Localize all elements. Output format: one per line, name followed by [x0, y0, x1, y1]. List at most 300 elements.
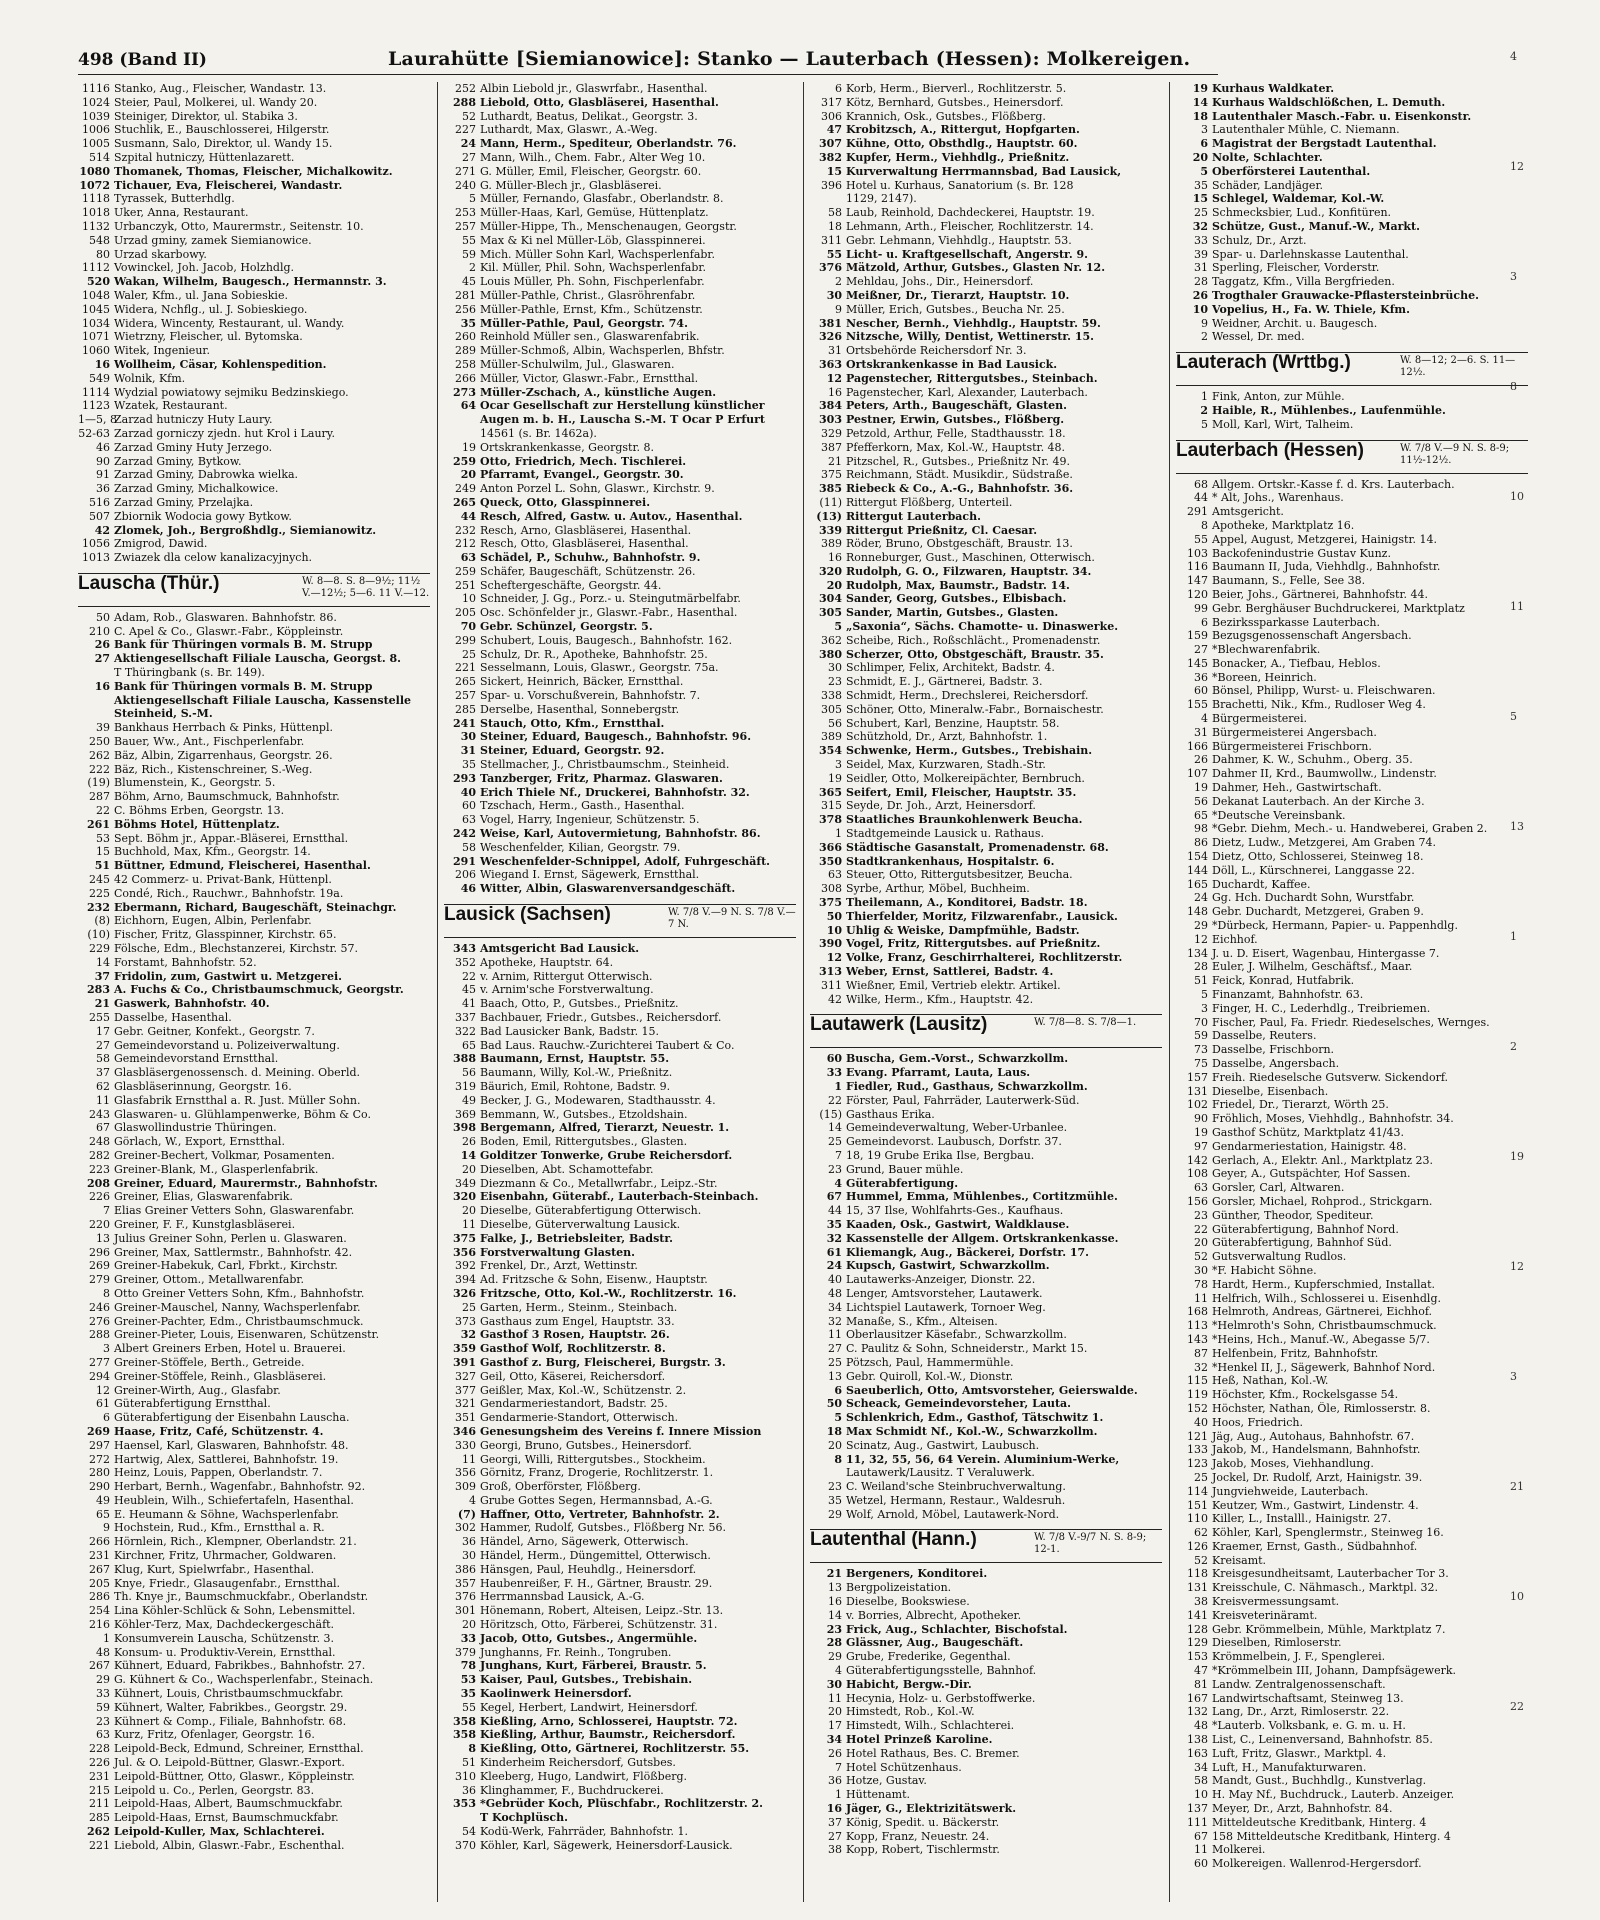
- phone-number: 151: [1187, 1498, 1208, 1512]
- phone-number: 21: [826, 1567, 842, 1581]
- phone-number: 35: [1194, 178, 1208, 192]
- listing-text: Feick, Konrad, Hutfabrik.: [1212, 974, 1355, 988]
- listing-entry: [444, 592, 796, 606]
- listing-entry: [78, 983, 430, 997]
- phone-number: 16: [828, 551, 842, 565]
- phone-number: 1118: [82, 192, 110, 206]
- phone-number: 205: [89, 1576, 110, 1590]
- listing-text: Luft, Fritz, Glaswr., Marktpl. 4.: [1212, 1746, 1387, 1760]
- phone-number: 25: [462, 647, 476, 661]
- phone-number: 378: [819, 813, 842, 827]
- listing-entry: [78, 1646, 430, 1660]
- listing-text: Kraemer, Ernst, Gasth., Südbahnhof.: [1212, 1539, 1418, 1553]
- listing-entry: [1176, 616, 1528, 630]
- listing-entry: [444, 1618, 796, 1632]
- phone-number: 22: [462, 969, 476, 983]
- listing-entry: [810, 1636, 1162, 1650]
- phone-number: 354: [819, 744, 842, 758]
- listing-text: H. May Nf., Buchdruck., Lauterb. Anzeiger.: [1212, 1788, 1455, 1802]
- listing-text: Rittergut Flößberg, Unterteil.: [846, 495, 1013, 509]
- listing-text: Gemeindeverwaltung, Weber-Urbanlee.: [846, 1121, 1068, 1135]
- phone-number: 97: [1194, 1139, 1208, 1153]
- phone-number: 15: [826, 164, 842, 178]
- listing-text: Moll, Karl, Wirt, Talheim.: [1212, 417, 1354, 431]
- listing-text: Haffner, Otto, Vertreter, Bahnhofstr. 2.: [480, 1507, 720, 1521]
- listing-text: Kinderheim Reichersdorf, Gutsbes.: [480, 1756, 676, 1770]
- listing-entry: [1176, 179, 1528, 193]
- listing-entry: [1176, 1154, 1528, 1168]
- phone-number: 44: [1194, 491, 1208, 505]
- phone-number: 396: [821, 178, 842, 192]
- edge-fragment: 3: [1510, 1370, 1517, 1383]
- listing-entry: [810, 1287, 1162, 1301]
- phone-number: 81: [1194, 1677, 1208, 1691]
- listing-text: Höchster, Kfm., Rockelsgasse 54.: [1212, 1388, 1399, 1402]
- listing-entry: [1176, 289, 1528, 303]
- listing-text: Anton Porzel L. Sohn, Glaswr., Kirchstr. 9.: [480, 482, 715, 496]
- phone-number: 131: [1187, 1084, 1208, 1098]
- listing-text: Appel, August, Metzgerei, Hainigstr. 14.: [1212, 532, 1437, 546]
- listing-text: Junghanns, Fr. Reinh., Tongruben.: [480, 1645, 672, 1659]
- phone-number: 8: [834, 1452, 842, 1466]
- listing-entry: [1176, 781, 1528, 795]
- listing-entry: [78, 192, 430, 206]
- listing-entry: [1176, 1236, 1528, 1250]
- phone-number: 26: [1194, 753, 1208, 767]
- phone-number: 58: [1194, 1774, 1208, 1788]
- phone-number: 389: [821, 730, 842, 744]
- listing-entry: [444, 1080, 796, 1094]
- listing-text: Glässner, Aug., Baugeschäft.: [846, 1636, 1024, 1650]
- listing-entry: [78, 496, 430, 510]
- listing-entry: [810, 1204, 1162, 1218]
- listing-text: Kießling, Arthur, Baumstr., Reichersdorf.: [480, 1728, 736, 1742]
- listing-entry: [444, 661, 796, 675]
- phone-number: 291: [453, 854, 476, 868]
- listing-entry: [78, 413, 430, 427]
- listing-entry: [444, 1135, 796, 1149]
- listing-entry: [1176, 1609, 1528, 1623]
- listing-entry: [1176, 1140, 1528, 1154]
- phone-number: 276: [89, 1314, 110, 1328]
- listing-text: Gorsler, Carl, Altwaren.: [1212, 1181, 1345, 1195]
- phone-number: 16: [94, 679, 110, 693]
- listing-text: Gebr. Schünzel, Georgstr. 5.: [480, 620, 653, 634]
- phone-number: 40: [460, 785, 476, 799]
- listing-entry: [444, 482, 796, 496]
- phone-number: 60: [1194, 684, 1208, 698]
- phone-number: 128: [1187, 1622, 1208, 1636]
- listing-entry: [78, 1728, 430, 1742]
- listing-text: Kil. Müller, Phil. Sohn, Wachsperlenfabr.: [480, 261, 706, 275]
- listing-entry: [444, 468, 796, 482]
- phone-number: 242: [453, 827, 476, 841]
- listing-entry: [78, 537, 430, 551]
- listing-entry: [78, 1439, 430, 1453]
- listing-entry: [810, 592, 1162, 606]
- listing-entry: [78, 845, 430, 859]
- listing-entry: [1176, 1512, 1528, 1526]
- listing-text: Dieselbe, Güterverwaltung Lausick.: [480, 1217, 681, 1231]
- listing-entry: [810, 827, 1162, 841]
- phone-number: 352: [455, 955, 476, 969]
- listing-text: Förster, Paul, Fahrräder, Lauterwerk-Süd.: [846, 1093, 1080, 1107]
- listing-text: Taggatz, Kfm., Villa Bergfrieden.: [1212, 275, 1395, 289]
- phone-number: 39: [1194, 247, 1208, 261]
- listing-text: Schlenkrich, Edm., Gasthof, Tätschwitz 1.: [846, 1411, 1104, 1425]
- phone-number: 20: [828, 1438, 842, 1452]
- listing-text: Steuer, Otto, Rittergutsbesitzer, Beucha.: [846, 868, 1073, 882]
- listing-text: Fölsche, Edm., Blechstanzerei, Kirchstr. 57.: [114, 942, 359, 956]
- phone-number: 10: [1194, 1788, 1208, 1802]
- listing-entry: [444, 1411, 796, 1425]
- listing-text: Güterabfertigung, Bahnhof Süd.: [1212, 1236, 1392, 1250]
- listing-entry: [78, 1453, 430, 1467]
- listing-text: Gasthof z. Burg, Fleischerei, Burgstr. 3.: [480, 1355, 726, 1369]
- phone-number: 311: [821, 233, 842, 247]
- phone-number: 108: [1187, 1167, 1208, 1181]
- phone-number: 103: [1187, 546, 1208, 560]
- listing-text: Freih. Riedeselsche Gutsverw. Sickendorf.: [1212, 1070, 1449, 1084]
- edge-fragment: 4: [1510, 50, 1517, 63]
- listing-text: Jakob, M., Handelsmann, Bahnhofstr.: [1212, 1443, 1421, 1457]
- column-1: [78, 82, 430, 1902]
- phone-number: 42: [828, 992, 842, 1006]
- listing-entry: [444, 206, 796, 220]
- listing-text: Baumann II, Juda, Viehhdlg., Bahnhofstr.: [1212, 560, 1441, 574]
- listing-text: Knye, Friedr., Glasaugenfabr., Ernstthal.: [114, 1576, 341, 1590]
- listing-entry: [1176, 519, 1528, 533]
- phone-number: 392: [455, 1259, 476, 1273]
- phone-number: 14: [460, 1148, 476, 1162]
- listing-text: Reichmann, Städt. Musikdir., Südstraße.: [846, 468, 1073, 482]
- phone-number: 254: [89, 1604, 110, 1618]
- listing-text: Amtsgericht Bad Lausick.: [480, 942, 640, 956]
- listing-text: Liebold, Albin, Glaswr.-Fabr., Eschenthal.: [114, 1838, 345, 1852]
- phone-number: 119: [1187, 1388, 1208, 1402]
- listing-text: Bank für Thüringen vormals B. M. Strupp: [114, 638, 373, 652]
- listing-text: Pfarramt, Evangel., Georgstr. 30.: [480, 468, 684, 482]
- listing-entry: [1176, 1471, 1528, 1485]
- listing-entry: [810, 579, 1162, 593]
- phone-number: 305: [821, 702, 842, 716]
- phone-number: 73: [1194, 1043, 1208, 1057]
- listing-text: Schädel, P., Schuhw., Bahnhofstr. 9.: [480, 551, 701, 565]
- listing-text: Mandt, Gust., Buchhdlg., Kunstverlag.: [1212, 1774, 1427, 1788]
- listing-text: Kreisgesundheitsamt, Lauterbacher Tor 3.: [1212, 1567, 1449, 1581]
- listing-text: Albin Liebold jr., Glaswrfabr., Hasenthal.: [480, 82, 708, 95]
- listing-entry: [444, 1480, 796, 1494]
- listing-text: Görnitz, Franz, Drogerie, Rochlitzerstr. 1.: [480, 1466, 714, 1480]
- listing-entry: [810, 261, 1162, 275]
- listing-entry: [444, 1673, 796, 1687]
- listing-entry: [810, 1384, 1162, 1398]
- listing-text: Kreisveterinäramt.: [1212, 1608, 1318, 1622]
- listing-entry: [444, 1301, 796, 1315]
- phone-number: 4: [1201, 712, 1208, 726]
- listing-text: Max & Ki nel Müller-Löb, Glasspinnerei.: [480, 233, 706, 247]
- listing-text: Habicht, Bergw.-Dir.: [846, 1677, 972, 1691]
- listing-text: Lang, Dr., Arzt, Rimloserstr. 22.: [1212, 1705, 1390, 1719]
- phone-number: 376: [819, 261, 842, 275]
- phone-number: 25: [828, 1135, 842, 1149]
- phone-number: 22: [96, 804, 110, 818]
- phone-number: 38: [828, 1843, 842, 1857]
- listing-text: Hotel u. Kurhaus, Sanatorium (s. Br. 128: [846, 178, 1074, 192]
- phone-number: 34: [826, 1733, 842, 1747]
- listing-entry: [1176, 671, 1528, 685]
- listing-entry: [810, 330, 1162, 344]
- phone-number: 252: [455, 82, 476, 95]
- edge-fragment: 10: [1510, 1590, 1524, 1603]
- listing-entry: [444, 317, 796, 331]
- listing-text: Zarzad Gminy, Bytkow.: [114, 454, 242, 468]
- phone-number: 249: [455, 482, 476, 496]
- listing-text: Spar- u. Vorschußverein, Bahnhofstr. 7.: [480, 689, 701, 703]
- listing-entry: [810, 648, 1162, 662]
- listing-text: Th. Knye jr., Baumschmuckfabr., Oberlandstr.: [114, 1590, 369, 1604]
- phone-number: 306: [821, 109, 842, 123]
- listing-entry: [444, 942, 796, 956]
- listing-entry: [810, 1581, 1162, 1595]
- listing-text: Bäz, Albin, Zigarrenhaus, Georgstr. 26.: [114, 748, 333, 762]
- phone-number: 309: [455, 1480, 476, 1494]
- listing-text: Krömmelbein, J. F., Spenglerei.: [1212, 1650, 1386, 1664]
- listing-text: Baumann, Willy, Kol.-W., Prießnitz.: [480, 1066, 673, 1080]
- listing-text: Wilke, Herm., Kfm., Hauptstr. 42.: [846, 992, 1034, 1006]
- listing-text: Witek, Ingenieur.: [114, 344, 210, 358]
- listing-text: Grube, Frederike, Gegenthal.: [846, 1650, 1011, 1664]
- listing-text: Kupfer, Herm., Viehhdlg., Prießnitz.: [846, 150, 1070, 164]
- phone-number: 61: [96, 1397, 110, 1411]
- phone-number: 2: [835, 275, 842, 289]
- listing-text: Widera, Wincenty, Restaurant, ul. Wandy.: [114, 316, 345, 330]
- listing-text: Pfefferkorn, Max, Kol.-W., Hauptstr. 48.: [846, 440, 1066, 454]
- phone-number: 35: [828, 1493, 842, 1507]
- phone-number: 20: [462, 1204, 476, 1218]
- listing-entry: [444, 579, 796, 593]
- listing-entry: [444, 179, 796, 193]
- listing-entry: [810, 565, 1162, 579]
- phone-number: 28: [1194, 275, 1208, 289]
- phone-number: 4: [834, 1176, 842, 1190]
- listing-text: Zarzad Gminy Huty Jerzego.: [114, 440, 273, 454]
- phone-number: 12: [96, 1383, 110, 1397]
- phone-number: 59: [1194, 1029, 1208, 1043]
- phone-number: 226: [89, 1190, 110, 1204]
- listing-entry: [810, 1342, 1162, 1356]
- listing-entry: [444, 1742, 796, 1756]
- listing-text: Kliemangk, Aug., Bäckerei, Dorfstr. 17.: [846, 1245, 1089, 1259]
- listing-entry: [78, 1839, 430, 1853]
- listing-entry: [810, 427, 1162, 441]
- phone-number: 70: [1194, 1015, 1208, 1029]
- listing-text: Schlimper, Felix, Architekt, Badstr. 4.: [846, 661, 1055, 675]
- phone-number: 131: [1187, 1581, 1208, 1595]
- listing-text: Röder, Bruno, Obstgeschäft, Braustr. 13.: [846, 537, 1073, 551]
- listing-text: Steinheid, S.-M.: [114, 707, 213, 721]
- listing-entry: [78, 1190, 430, 1204]
- phone-number: 99: [1194, 601, 1208, 615]
- listing-text: Kegel, Herbert, Landwirt, Heinersdorf.: [480, 1700, 698, 1714]
- listing-entry: [444, 1701, 796, 1715]
- listing-text: Güterabfertigung der Eisenbahn Lauscha.: [114, 1411, 350, 1425]
- listing-entry: [810, 441, 1162, 455]
- listing-text: Hammer, Rudolf, Gutsbes., Flößberg Nr. 56.: [480, 1521, 727, 1535]
- listing-text: Bezirkssparkasse Lauterbach.: [1212, 615, 1380, 629]
- phone-number: 30: [828, 661, 842, 675]
- listing-text: Scheibe, Rich., Roßschlächt., Promenadenstr.: [846, 633, 1101, 647]
- phone-number: 56: [462, 1066, 476, 1080]
- listing-entry: [78, 386, 430, 400]
- listing-entry: [444, 1453, 796, 1467]
- listing-entry: [444, 248, 796, 262]
- listing-entry: [810, 1356, 1162, 1370]
- listing-entry: [1176, 753, 1528, 767]
- listing-entry: [444, 303, 796, 317]
- phone-number: 286: [89, 1590, 110, 1604]
- phone-number: 23: [96, 1714, 110, 1728]
- phone-number: 53: [96, 831, 110, 845]
- listing-entry: [810, 1595, 1162, 1609]
- phone-number: 243: [89, 1107, 110, 1121]
- phone-number: 29: [96, 1673, 110, 1687]
- listing-text: *Heins, Hch., Manuf.-W., Abegasse 5/7.: [1212, 1332, 1430, 1346]
- listing-entry: [78, 165, 430, 179]
- phone-number: 227: [455, 123, 476, 137]
- listing-text: Schmidt, Herm., Drechslerei, Reichersdorf.: [846, 689, 1089, 703]
- phone-number: 52-63: [78, 426, 110, 440]
- phone-number: 322: [455, 1024, 476, 1038]
- phone-number: 148: [1187, 905, 1208, 919]
- phone-number: 365: [819, 785, 842, 799]
- listing-text: Laub, Reinhold, Dachdeckerei, Hauptstr. 19.: [846, 206, 1095, 220]
- phone-number: 5: [1201, 988, 1208, 1002]
- listing-entry: [444, 1839, 796, 1853]
- listing-text: Max Schmidt Nf., Kol.-W., Schwarzkollm.: [846, 1424, 1098, 1438]
- listing-entry: [1176, 588, 1528, 602]
- listing-text: Glasfabrik Ernstthal a. R. Just. Müller Sohn.: [114, 1093, 361, 1107]
- listing-text: Derselbe, Hasenthal, Sonnebergstr.: [480, 702, 680, 716]
- listing-text: Schulz, Dr., Arzt.: [1212, 233, 1307, 247]
- listing-entry: [444, 1259, 796, 1273]
- listing-text: Bönsel, Philipp, Wurst- u. Fleischwaren.: [1212, 684, 1436, 698]
- listing-entry: [78, 1397, 430, 1411]
- phone-number: 31: [460, 744, 476, 758]
- phone-number: 143: [1187, 1332, 1208, 1346]
- phone-number: 26: [462, 1135, 476, 1149]
- listing-entry: [810, 979, 1162, 993]
- listing-entry: [78, 1811, 430, 1825]
- phone-number: 45: [462, 275, 476, 289]
- listing-text: Bad Laus. Rauchw.-Zurichterei Taubert & Co.: [480, 1038, 735, 1052]
- phone-number: 5: [834, 1411, 842, 1425]
- listing-text: *Dürbeck, Hermann, Papier- u. Pappenhdlg.: [1212, 919, 1458, 933]
- listing-text: *Blechwarenfabrik.: [1212, 643, 1321, 657]
- phone-number: 240: [455, 178, 476, 192]
- listing-text: Steiniger, Direktor, ul. Stabika 3.: [114, 109, 298, 123]
- listing-entry: [1176, 1636, 1528, 1650]
- listing-entry: [444, 1273, 796, 1287]
- listing-entry: [78, 694, 430, 708]
- listing-entry: [78, 1701, 430, 1715]
- listing-entry: [78, 179, 430, 193]
- listing-entry: [810, 1830, 1162, 1844]
- listing-text: Wietrzny, Fleischer, ul. Bytomska.: [114, 330, 303, 344]
- listing-text: Fischer, Fritz, Glasspinner, Kirchstr. 65.: [114, 928, 337, 942]
- listing-text: Gasthof Schütz, Marktplatz 41/43.: [1212, 1125, 1404, 1139]
- listing-text: Wakan, Wilhelm, Baugesch., Hermannstr. 3.: [114, 275, 387, 289]
- listing-entry: [444, 1066, 796, 1080]
- listing-text: Schützhold, Dr., Arzt, Bahnhofstr. 1.: [846, 730, 1048, 744]
- listing-text: Leipold-Büttner, Otto, Glaswr., Köppleinstr.: [114, 1769, 355, 1783]
- listing-entry: [1176, 602, 1528, 616]
- phone-number: 223: [89, 1162, 110, 1176]
- phone-number: 11: [1194, 1843, 1208, 1857]
- office-hours: W. 8—12; 2—6. S. 11—12½.: [1400, 355, 1516, 379]
- listing-entry: [78, 942, 430, 956]
- phone-number: 514: [89, 150, 110, 164]
- listing-text: Luthardt, Max, Glaswr., A.-Weg.: [480, 123, 658, 137]
- listing-entry: [810, 372, 1162, 386]
- listing-text: Büttner, Edmund, Fleischerei, Hasenthal.: [114, 859, 371, 873]
- phone-number: 11: [462, 1217, 476, 1231]
- phone-number: 255: [89, 1011, 110, 1024]
- listing-text: Dasselbe, Frischborn.: [1212, 1043, 1335, 1057]
- phone-number: 39: [96, 721, 110, 735]
- listing-text: Mehldau, Johs., Dir., Heinersdorf.: [846, 275, 1034, 289]
- listing-entry: [78, 625, 430, 639]
- listing-text: Ad. Fritzsche & Sohn, Eisenw., Hauptstr.: [480, 1273, 708, 1287]
- listing-entry: [444, 1163, 796, 1177]
- listing-entry: [810, 1080, 1162, 1094]
- listing-text: 18, 19 Grube Erika Ilse, Bergbau.: [846, 1148, 1035, 1162]
- listing-text: Dahmer, K. W., Schuhm., Oberg. 35.: [1212, 753, 1413, 767]
- listing-entry: [810, 675, 1162, 689]
- phone-number: 37: [96, 1066, 110, 1080]
- listing-text: Erich Thiele Nf., Druckerei, Bahnhofstr. 32.: [480, 785, 750, 799]
- listing-entry: [1176, 1526, 1528, 1540]
- phone-number: 75: [1194, 1057, 1208, 1070]
- listing-text: Schubert, Karl, Benzine, Hauptstr. 58.: [846, 716, 1060, 730]
- listing-entry: [78, 1563, 430, 1577]
- listing-entry: [444, 496, 796, 510]
- listing-entry: [78, 441, 430, 455]
- phone-number: 326: [453, 1286, 476, 1300]
- phone-number: 2: [1200, 403, 1208, 417]
- phone-number: 37: [828, 1815, 842, 1829]
- listing-text: Zarzad Gminy, Michalkowice.: [114, 482, 279, 496]
- listing-entry: [1176, 1223, 1528, 1237]
- phone-number: 159: [1187, 629, 1208, 643]
- listing-text: Fischer, Paul, Fa. Friedr. Riedeselsches, Wernges.: [1212, 1015, 1490, 1029]
- listing-entry: [444, 1287, 796, 1301]
- listing-text: Uker, Anna, Restaurant.: [114, 206, 249, 220]
- phone-number: 231: [89, 1549, 110, 1563]
- listing-entry: [444, 799, 796, 813]
- listing-text: Pestner, Erwin, Gutsbes., Flößberg.: [846, 413, 1065, 427]
- listing-text: Kötz, Bernhard, Gutsbes., Heinersdorf.: [846, 95, 1064, 109]
- listing-text: Dekanat Lauterbach. An der Kirche 3.: [1212, 794, 1425, 808]
- listing-text: Himstedt, Rob., Kol.-W.: [846, 1705, 975, 1719]
- phone-number: 2: [469, 261, 476, 275]
- listing-entry: [1176, 478, 1528, 492]
- listing-text: Brachetti, Nik., Kfm., Rudloser Weg 4.: [1212, 698, 1426, 712]
- listing-text: Konsum- u. Produktiv-Verein, Ernstthal.: [114, 1645, 336, 1659]
- phone-number: 163: [1187, 1746, 1208, 1760]
- phone-number: 142: [1187, 1153, 1208, 1167]
- listing-entry: [810, 151, 1162, 165]
